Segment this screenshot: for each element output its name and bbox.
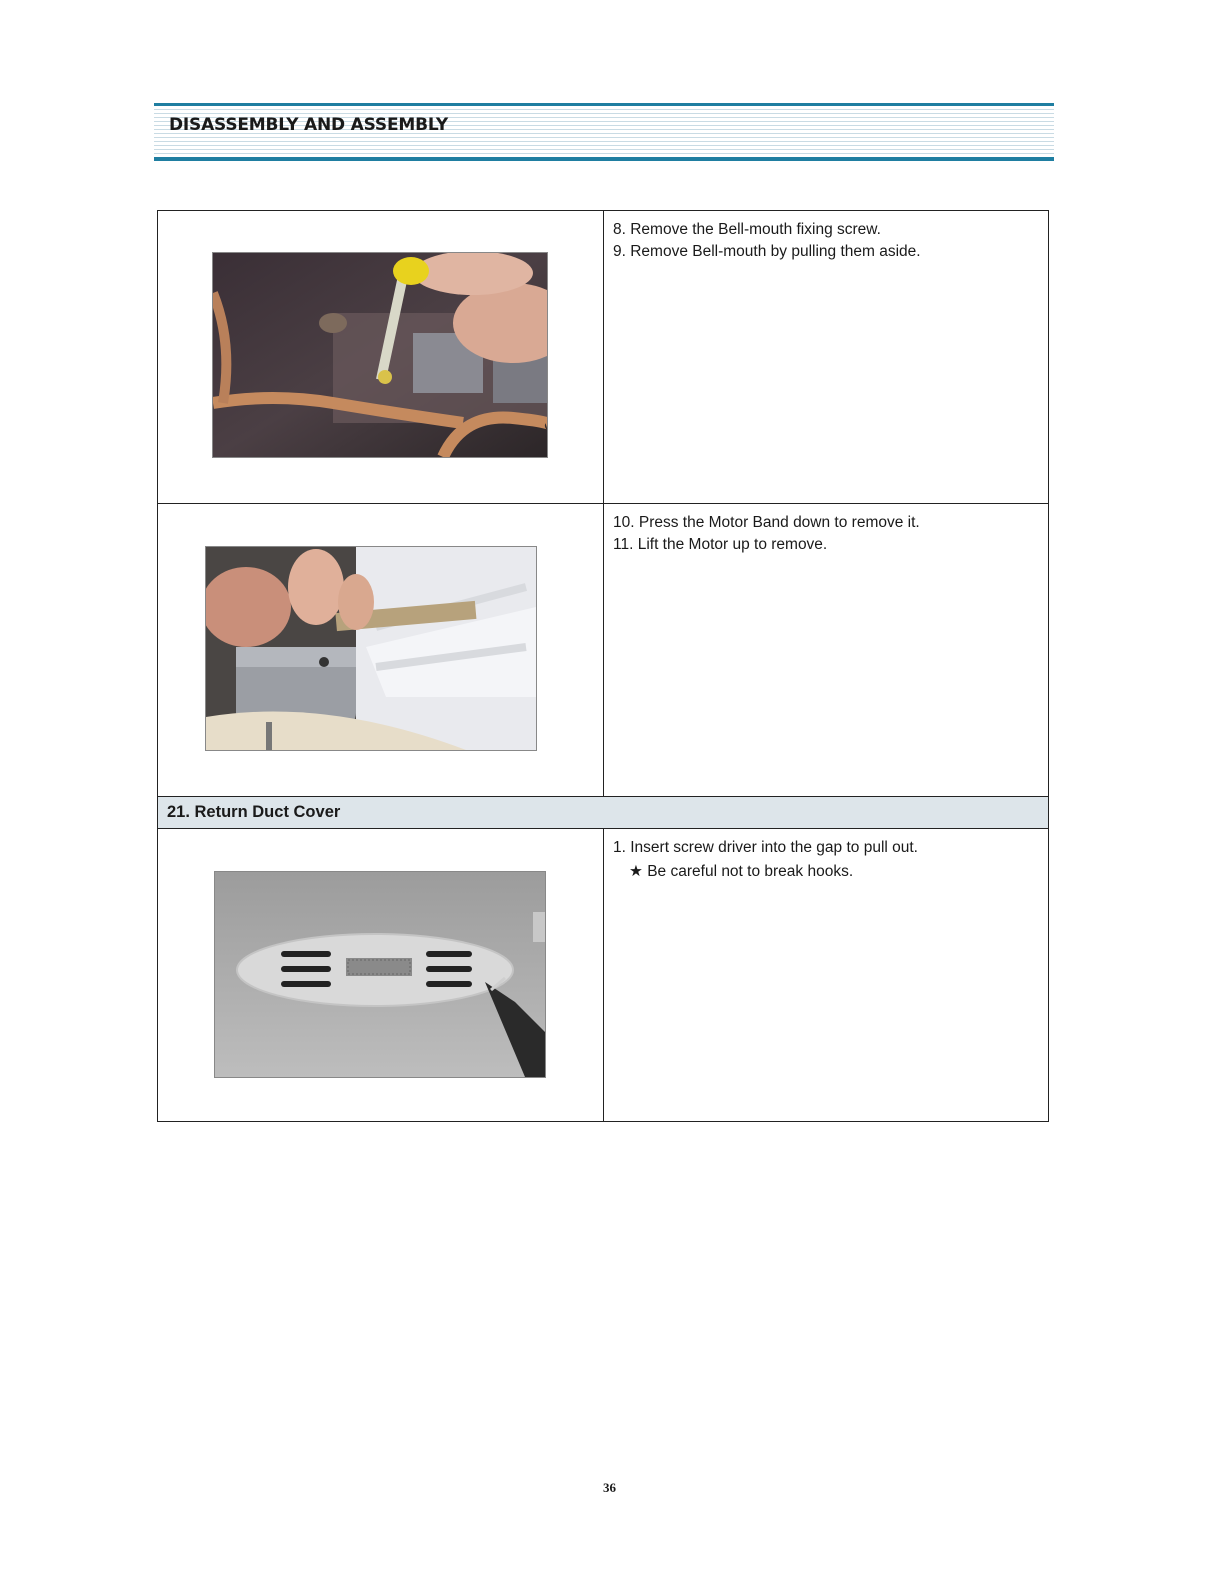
table-row — [158, 504, 1049, 797]
instruction-line: 9. Remove Bell-mouth by pulling them aside. — [613, 243, 921, 260]
note-text: Be careful not to break hooks. — [647, 863, 854, 880]
instruction-note — [613, 861, 1039, 883]
photo-cell — [158, 504, 604, 797]
instruction-cell — [604, 829, 1049, 1122]
photo-cell — [158, 829, 604, 1122]
screwdriver-bell-mouth-photo — [212, 252, 548, 458]
section-header-cell — [158, 797, 1049, 829]
section-header-row — [158, 797, 1049, 829]
section-header-band — [154, 103, 1054, 161]
photo-cell — [158, 211, 604, 504]
instruction-line: 8. Remove the Bell-mouth fixing screw. — [613, 221, 881, 238]
instruction-cell — [604, 211, 1049, 504]
star-icon: ★ — [629, 863, 643, 880]
instruction-line: 11. Lift the Motor up to remove. — [613, 536, 828, 553]
page-title: DISASSEMBLY AND ASSEMBLY — [169, 115, 448, 135]
motor-band-photo — [205, 546, 537, 751]
header-rule-bottom — [154, 157, 1054, 161]
return-duct-cover-photo — [214, 871, 546, 1078]
instruction-line: 1. Insert screw driver into the gap to pull out. — [613, 839, 918, 856]
header-rule-top — [154, 103, 1054, 106]
instruction-line: 10. Press the Motor Band down to remove it. — [613, 514, 920, 531]
table-row — [158, 829, 1049, 1122]
section-title: 21. Return Duct Cover — [167, 803, 341, 821]
page-number: 36 — [603, 1480, 616, 1495]
instruction-cell — [604, 504, 1049, 797]
steps-table — [157, 210, 1049, 1122]
table-row — [158, 211, 1049, 504]
